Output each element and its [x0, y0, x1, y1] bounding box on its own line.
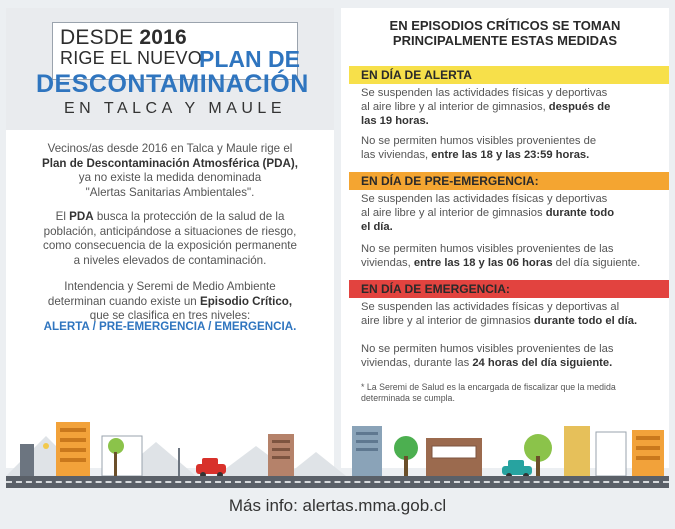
enforcement-note: * La Seremi de Salud es la encargada de fiscalizar que la medida determinada se cumpla.: [361, 382, 616, 403]
episode-paragraph: Intendencia y Seremi de Medio Ambiente determinan cuando existe un Episodio Crítico, que se clasifica en tres niveles:: [47, 280, 293, 322]
title-line-1: DESDE 2016: [60, 26, 187, 49]
levels-list: ALERTA / PRE-EMERGENCIA / EMERGENCIA.: [43, 320, 297, 333]
emergency-measure-sports: Se suspenden las actividades físicas y deportivas al aire libre y al interior de gimnasios durante todo el día.: [361, 301, 638, 327]
alert-day-label: EN DÍA DE ALERTA: [349, 66, 669, 84]
pre-emergency-measure-smoke: No se permiten humos visibles provenientes de las viviendas, entre las 18 y las 06 horas del día siguiente.: [361, 243, 641, 269]
title-descontaminacion: DESCONTAMINACIÓN: [36, 70, 309, 98]
road-line: [6, 481, 669, 484]
title-plan: PLAN DE: [199, 46, 300, 72]
pre-emergency-day-label: EN DÍA DE PRE-EMERGENCIA:: [349, 172, 669, 190]
title-line-2: RIGE EL NUEVO: [60, 48, 202, 68]
building-shape: [564, 426, 590, 476]
emergency-measure-smoke: No se permiten humos visibles provenientes de las viviendas, durante las 24 horas del día siguiente.: [361, 343, 614, 369]
measures-heading: EN EPISODIOS CRÍTICOS SE TOMAN PRINCIPALMENTE ESTAS MEDIDAS: [389, 18, 621, 48]
mountain-shape: [286, 452, 346, 476]
building-shape: [20, 444, 34, 476]
title-header: [6, 8, 334, 130]
alert-measure-smoke: No se permiten humos visibles provenientes de las viviendas, entre las 18 y las 23:59 horas.: [361, 135, 597, 161]
building-shape: [596, 432, 626, 476]
emergency-day-label: EN DÍA DE EMERGENCIA:: [349, 280, 669, 298]
pre-emergency-measure-sports: Se suspenden las actividades físicas y deportivas al aire libre y al interior de gimnasios durante todo el día.: [361, 193, 615, 233]
alert-measure-sports: Se suspenden las actividades físicas y deportivas al aire libre y al interior de gimnasios, después de las 19 horas.: [361, 87, 611, 127]
title-region: EN TALCA Y MAULE: [64, 100, 286, 117]
intro-paragraph: Vecinos/as desde 2016 en Talca y Maule rige el Plan de Descontaminación Atmosférica (PDA), ya no existe la medida denominada "Alertas Sanitarias Ambientales".: [42, 142, 298, 199]
city-illustration: [6, 386, 669, 482]
pda-paragraph: El PDA busca la protección de la salud de la población, anticipándose a situaciones de riesgo, como consecuencia de la exposición permanente a niveles elevados de contaminación.: [43, 210, 297, 267]
tree-shape: [108, 438, 124, 454]
more-info-footer: Más info: alertas.mma.gob.cl: [228, 496, 447, 515]
street-lamp-shape: [178, 448, 180, 476]
